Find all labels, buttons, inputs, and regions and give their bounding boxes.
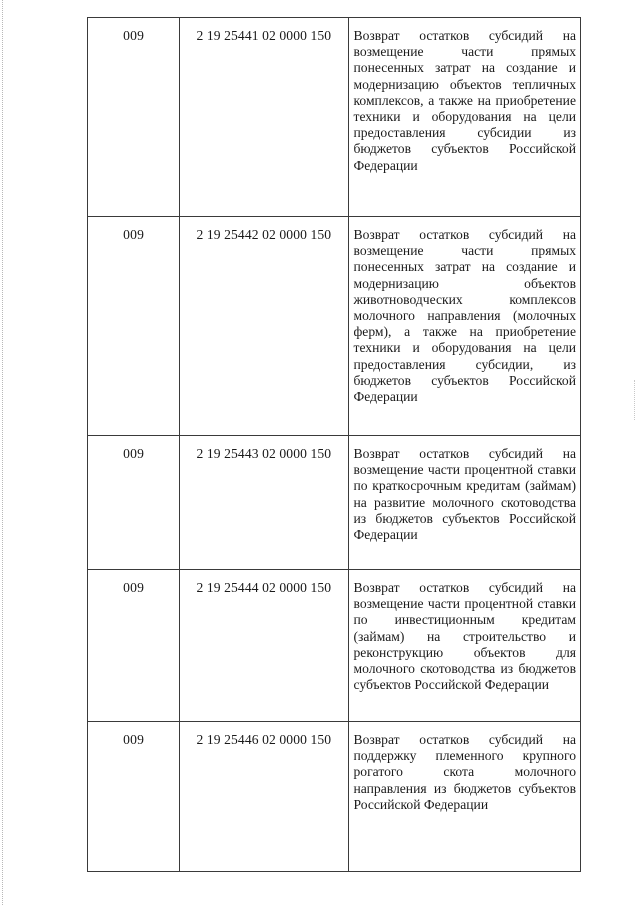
kbk-code: 2 19 25441 02 0000 150 xyxy=(196,28,332,43)
description-text: Возврат остатков субсидий на поддержку племенного крупного рогатого скота молочного направления из бюджетов субъектов Российской Федерации xyxy=(353,732,576,812)
description-text: Возврат остатков субсидий на возмещение части процентной ставки по краткосрочным кредитам (займам) на развитие молочного скотоводства из бюджетов субъектов Российской Федерации xyxy=(353,446,576,543)
admin-code: 009 xyxy=(123,580,145,595)
table-row xyxy=(88,570,581,722)
description-cell xyxy=(348,436,581,570)
description-cell xyxy=(348,217,581,436)
admin-code-cell xyxy=(88,217,180,436)
admin-code: 009 xyxy=(123,446,145,461)
kbk-code: 2 19 25443 02 0000 150 xyxy=(196,446,332,461)
kbk-code-cell xyxy=(180,570,348,722)
table-row xyxy=(88,18,581,217)
kbk-code: 2 19 25446 02 0000 150 xyxy=(196,732,332,747)
kbk-code-cell xyxy=(180,217,348,436)
admin-code: 009 xyxy=(123,732,145,747)
description-text: Возврат остатков субсидий на возмещение части прямых понесенных затрат на создание и модернизацию объектов животноводческих комплексов молочного направления (молочных ферм), а также на приобретение техники и оборудования на цели предоставления субсидии, из бюджетов субъектов Российской Федерации xyxy=(353,227,576,405)
kbk-code-cell xyxy=(180,18,348,217)
scan-edge-left xyxy=(2,0,4,905)
budget-codes-table xyxy=(87,17,581,872)
admin-code: 009 xyxy=(123,227,145,242)
table-row xyxy=(88,722,581,872)
kbk-code-cell xyxy=(180,436,348,570)
kbk-code: 2 19 25444 02 0000 150 xyxy=(196,580,332,595)
description-text: Возврат остатков субсидий на возмещение части прямых понесенных затрат на создание и модернизацию объектов тепличных комплексов, а также на приобретение техники и оборудования на цели предоставления субсидии из бюджетов субъектов Российской Федерации xyxy=(353,28,576,173)
description-cell xyxy=(348,722,581,872)
admin-code: 009 xyxy=(123,28,145,43)
description-cell xyxy=(348,570,581,722)
table-row xyxy=(88,217,581,436)
scan-edge-right xyxy=(634,380,636,420)
admin-code-cell xyxy=(88,436,180,570)
kbk-code: 2 19 25442 02 0000 150 xyxy=(196,227,332,242)
description-text: Возврат остатков субсидий на возмещение части процентной ставки по инвестиционным кредитам (займам) на строительство и реконструкцию объектов для молочного скотоводства из бюджетов субъектов Российской Федерации xyxy=(353,580,576,693)
admin-code-cell xyxy=(88,722,180,872)
admin-code-cell xyxy=(88,18,180,217)
kbk-code-cell xyxy=(180,722,348,872)
admin-code-cell xyxy=(88,570,180,722)
table-row xyxy=(88,436,581,570)
description-cell xyxy=(348,18,581,217)
